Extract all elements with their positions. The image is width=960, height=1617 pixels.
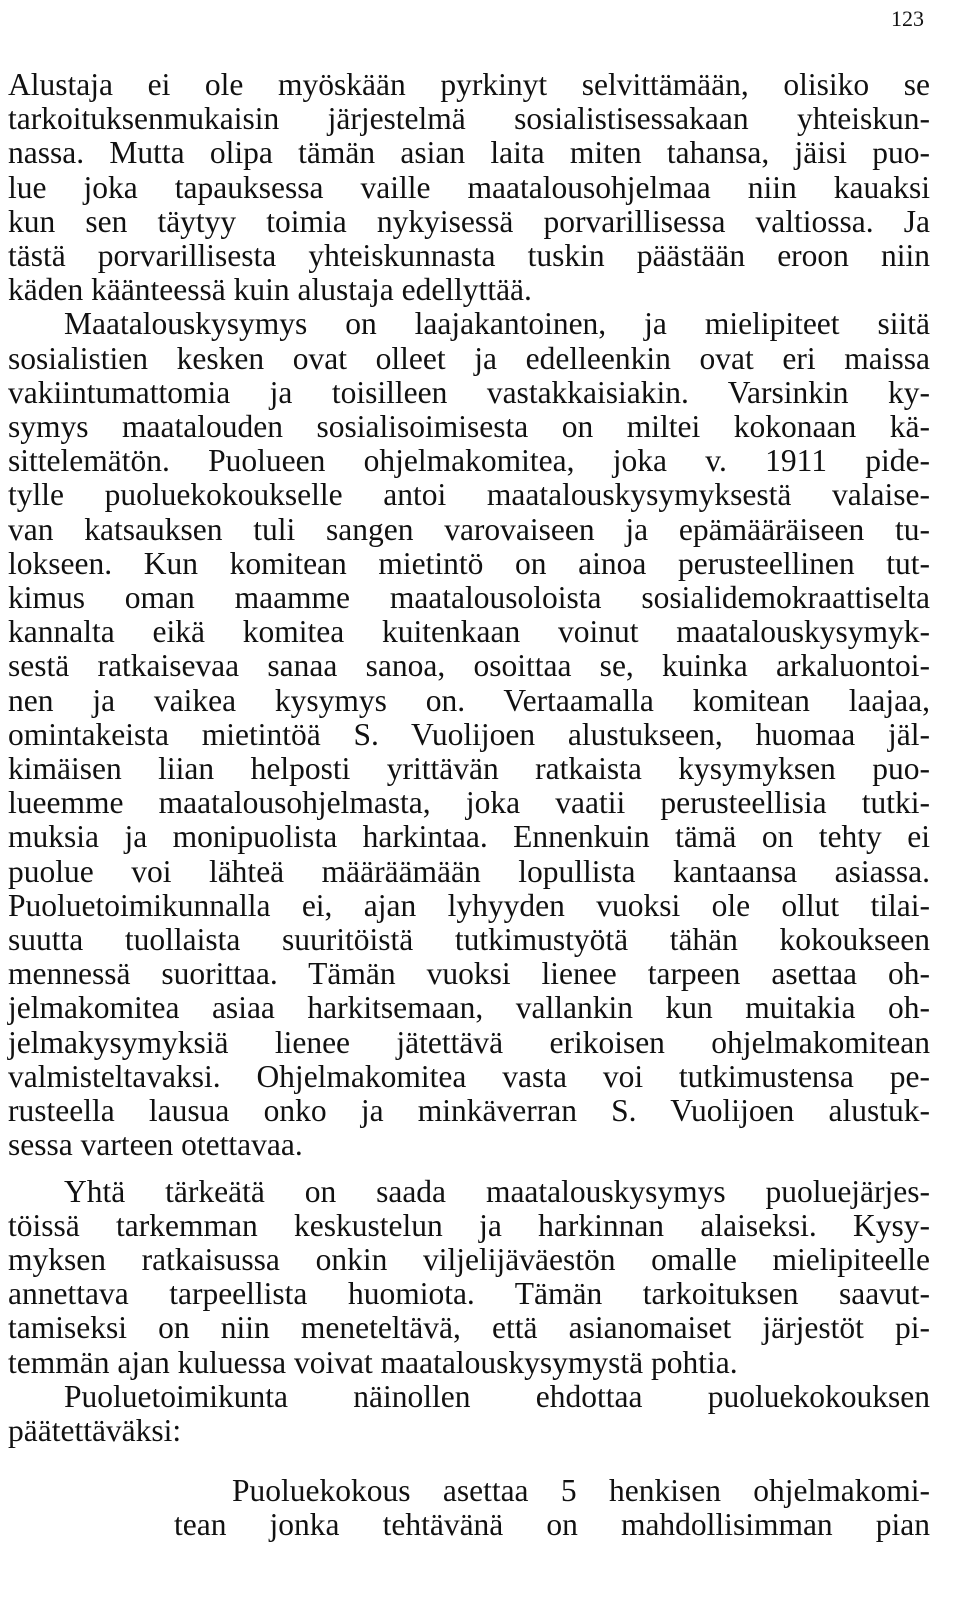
text-line: Puoluetoimikunnalla ei, ajan lyhyyden vuoksi ole ollut tilai-	[8, 887, 930, 923]
text-line: jelmakomitea asiaa harkitsemaan, vallankin kun muitakia oh-	[8, 990, 930, 1026]
resolution-quote	[8, 1474, 930, 1542]
text-line: kimus oman maamme maatalousoloista sosialidemokraattiselta	[8, 580, 930, 616]
text-line: kun sen täytyy toimia nykyisessä porvarillisessa valtiossa. Ja	[8, 203, 930, 239]
paragraph	[8, 307, 930, 1162]
text-line: lokseen. Kun komitean mietintö on ainoa perusteellinen tut-	[8, 545, 930, 581]
text-line: mennessä suorittaa. Tämän vuoksi lienee tarpeen asettaa oh-	[8, 956, 930, 992]
text-line: sittelemätön. Puolueen ohjelmakomitea, joka v. 1911 pide-	[8, 443, 930, 479]
text-line: omintakeista mietintöä S. Vuolijoen alustukseen, huomaa jäl-	[8, 716, 930, 752]
text-line: Maatalouskysymys on laajakantoinen, ja mielipiteet siitä	[64, 306, 930, 342]
text-line: rusteella lausua onko ja minkäverran S. Vuolijoen alustuk-	[8, 1093, 930, 1129]
text-line: nen ja vaikea kysymys on. Vertaamalla komitean laajaa,	[8, 682, 930, 718]
text-line: vakiintumattomia ja toisilleen vastakkaisiakin. Varsinkin ky-	[8, 374, 930, 410]
text-line: nassa. Mutta olipa tämän asian laita miten tahansa, jäisi puo-	[8, 135, 930, 171]
text-line: sessa varteen otettavaa.	[8, 1127, 303, 1163]
text-line: käden käänteessä kuin alustaja edellyttää.	[8, 272, 532, 308]
text-line: päätettäväksi:	[8, 1412, 182, 1448]
text-line: muksia ja monipuolista harkintaa. Ennenkuin tämä on tehty ei	[8, 819, 930, 855]
text-line: lue joka tapauksessa vaille maatalousohjelmaa niin kauaksi	[8, 169, 930, 205]
text-line: töissä tarkemman keskustelun ja harkinnan alaiseksi. Kysy-	[8, 1207, 930, 1243]
text-line: temmän ajan kuluessa voivat maatalouskysymystä pohtia.	[8, 1344, 738, 1380]
text-line: valmisteltavaksi. Ohjelmakomitea vasta voi tutkimustensa pe-	[8, 1058, 930, 1094]
page-number: 123	[891, 6, 924, 31]
paragraph-gap	[8, 1163, 930, 1175]
paragraph	[8, 1380, 930, 1448]
text-line: symys maatalouden sosialisoimisesta on miltei kokonaan kä-	[8, 409, 930, 445]
text-line: Puoluetoimikunta näinollen ehdottaa puoluekokouksen	[64, 1378, 930, 1414]
text-line: lueemme maatalousohjelmasta, joka vaatii perusteellisia tutki-	[8, 785, 930, 821]
text-line: tästä porvarillisesta yhteiskunnasta tuskin päästään eroon niin	[8, 238, 930, 274]
text-line: jelmakysymyksiä lienee jätettävä erikoisen ohjelmakomitean	[8, 1024, 930, 1060]
text-line: sosialistien kesken ovat olleet ja edelleenkin ovat eri maissa	[8, 340, 930, 376]
text-line: puolue voi lähteä määräämään lopullista kantaansa asiassa.	[8, 853, 930, 889]
text-line: kannalta eikä komitea kuitenkaan voinut maatalouskysymyk-	[8, 614, 930, 650]
text-line: Alustaja ei ole myöskään pyrkinyt selvittämään, olisiko se	[8, 67, 930, 102]
paragraph	[8, 1175, 930, 1380]
text-line: sestä ratkaisevaa sanaa sanoa, osoittaa se, kuinka arkaluontoi-	[8, 648, 930, 684]
text-line: myksen ratkaisussa onkin viljelijäväestön omalle mielipiteelle	[8, 1241, 930, 1277]
text-line: suutta tuollaista suuritöistä tutkimustyötä tähän kokoukseen	[8, 922, 930, 958]
text-line: tean jonka tehtävänä on mahdollisimman pian	[174, 1507, 930, 1543]
text-line: van katsauksen tuli sangen varovaiseen ja epämääräiseen tu-	[8, 511, 930, 547]
text-line: tamiseksi on niin meneteltävä, että asianomaiset järjestöt pi-	[8, 1310, 930, 1346]
text-line: Yhtä tärkeätä on saada maatalouskysymys puoluejärjes-	[64, 1173, 930, 1209]
text-line: Puoluekokous asettaa 5 henkisen ohjelmakomi-	[232, 1473, 930, 1509]
text-line: kimäisen liian helposti yrittävän ratkaista kysymyksen puo-	[8, 751, 930, 787]
text-line: annettava tarpeellista huomiota. Tämän tarkoituksen saavut-	[8, 1276, 930, 1312]
text-line: tylle puoluekokoukselle antoi maatalouskysymyksestä valaise-	[8, 477, 930, 513]
paragraph	[8, 68, 930, 307]
body-text	[8, 68, 930, 1543]
text-line: tarkoituksenmukaisin järjestelmä sosialistisessakaan yhteiskun-	[8, 101, 930, 137]
